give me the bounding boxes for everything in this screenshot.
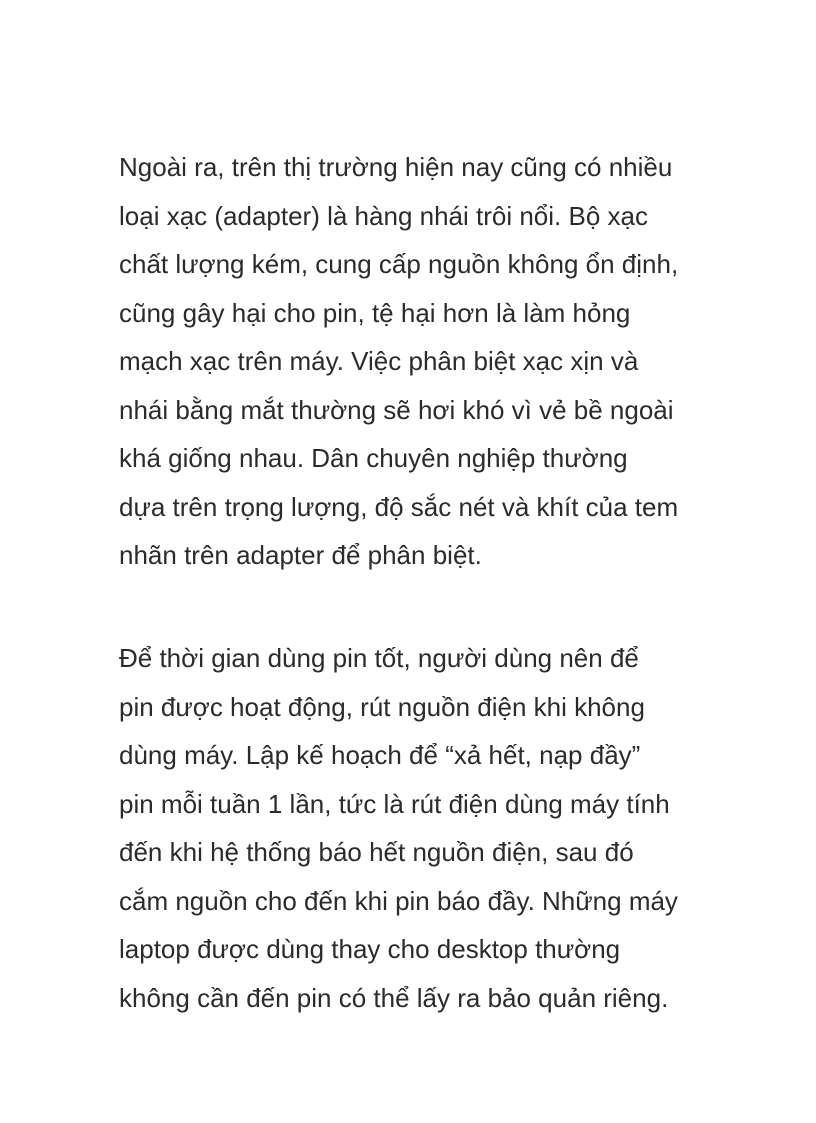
text-line: pin mỗi tuần 1 lần, tức là rút điện dùng máy tính	[119, 788, 670, 819]
text-line: dùng máy. Lập kế hoạch để “xả hết, nạp đầy”	[119, 740, 641, 770]
text-line: Ngoài ra, trên thị trường hiện nay cũng có nhiều	[119, 152, 673, 182]
text-line: nhãn trên adapter để phân biệt.	[119, 540, 482, 570]
text-line: cũng gây hại cho pin, tệ hại hơn là làm hỏng	[119, 297, 631, 328]
text-line: nhái bằng mắt thường sẽ hơi khó vì vẻ bề ngoài	[119, 394, 674, 425]
paragraph-battery-care	[119, 634, 759, 1022]
text-line: mạch xạc trên máy. Việc phân biệt xạc xịn và	[119, 346, 639, 376]
text-line: laptop được dùng thay cho desktop thường	[119, 934, 621, 964]
text-line: pin được hoạt động, rút nguồn điện khi không	[119, 691, 645, 722]
text-line: đến khi hệ thống báo hết nguồn điện, sau đó	[119, 837, 634, 867]
text-line: cắm nguồn cho đến khi pin báo đầy. Những máy	[119, 885, 678, 916]
text-line: chất lượng kém, cung cấp nguồn không ổn định,	[119, 249, 679, 279]
text-line: khá giống nhau. Dân chuyên nghiệp thường	[119, 443, 628, 473]
text-line: loại xạc (adapter) là hàng nhái trôi nổi. Bộ xạc	[119, 200, 648, 231]
text-line: Để thời gian dùng pin tốt, người dùng nên để	[119, 643, 639, 673]
text-line: dựa trên trọng lượng, độ sắc nét và khít của tem	[119, 491, 679, 522]
text-line: không cần đến pin có thể lấy ra bảo quản riêng.	[119, 982, 669, 1013]
paragraph-charger-quality	[119, 143, 759, 580]
